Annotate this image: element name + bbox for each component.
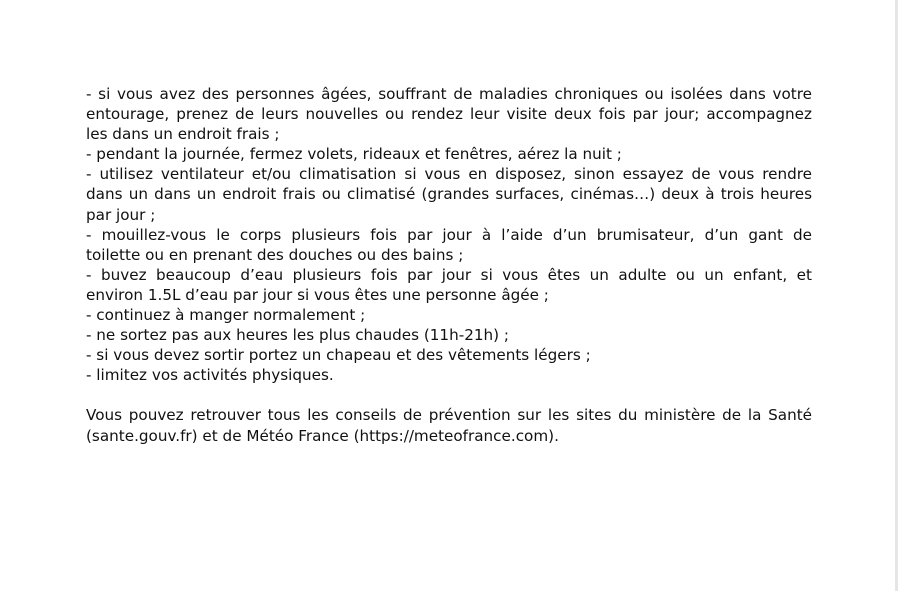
advice-line: environ 1.5L d’eau par jour si vous êtes une personne âgée ;: [86, 285, 549, 304]
closing-line: Vous pouvez retrouver tous les conseils de prévention sur les sites du ministère de la Santé: [86, 406, 812, 425]
advice-line: - continuez à manger normalement ;: [86, 306, 366, 325]
advice-line: - si vous devez sortir portez un chapeau et des vêtements légers ;: [86, 346, 591, 365]
paragraph-gap: [86, 385, 812, 405]
advice-line: par jour ;: [86, 205, 156, 224]
document-body: [86, 84, 812, 446]
advice-line: - pendant la journée, fermez volets, rideaux et fenêtres, aérez la nuit ;: [86, 145, 622, 164]
advice-line: - si vous avez des personnes âgées, souffrant de maladies chroniques ou isolées dans votre: [86, 85, 812, 103]
advice-line: - limitez vos activités physiques.: [86, 366, 334, 385]
advice-line: toilette ou en prenant des douches ou des bains ;: [86, 245, 464, 264]
advice-line: - ne sortez pas aux heures les plus chaudes (11h-21h) ;: [86, 326, 510, 345]
advice-line: - utilisez ventilateur et/ou climatisation si vous en disposez, sinon essayez de vous rendre: [86, 165, 812, 184]
closing-paragraph: [86, 405, 812, 445]
heat-advice-list: [86, 84, 812, 385]
advice-line: - buvez beaucoup d’eau plusieurs fois par jour si vous êtes un adulte ou un enfant, et: [86, 265, 812, 284]
advice-line: dans un dans un endroit frais ou climatisé (grandes surfaces, cinémas…) deux à trois heures: [86, 185, 812, 204]
closing-line: (sante.gouv.fr) et de Météo France (https://meteofrance.com).: [86, 426, 559, 445]
advice-line: entourage, prenez de leurs nouvelles ou rendez leur visite deux fois par jour; accompagnez: [86, 105, 812, 124]
advice-line: - mouillez-vous le corps plusieurs fois par jour à l’aide d’un brumisateur, d’un gant de: [86, 225, 812, 244]
advice-line: les dans un endroit frais ;: [86, 125, 280, 144]
